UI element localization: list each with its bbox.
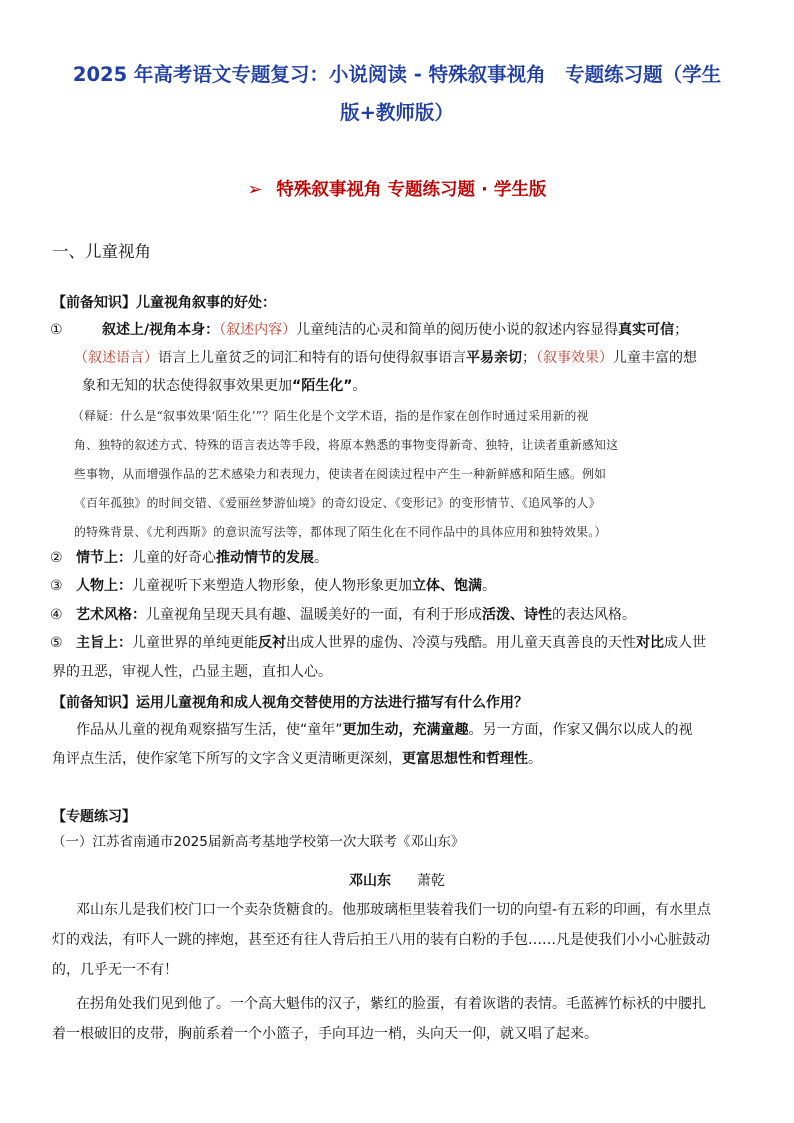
knowledge-bracket: 【前备知识】 (52, 295, 136, 311)
point-number: ② (50, 550, 63, 566)
point-text: 语言上儿童贫乏的词汇和特有的语句使得叙事语言 (158, 350, 466, 366)
practice-heading: 【专题练习】 (52, 809, 136, 825)
tag-content: （叙述内容） (219, 322, 297, 338)
point-text: 儿童世界的单纯更能 (132, 635, 258, 651)
point-text: 出成人世界的虚伪、冷漠与残酷。用儿童天真善良的天性 (286, 635, 636, 651)
point-emphasis: 推动情节的发展 (216, 550, 314, 566)
point-line (76, 601, 636, 629)
point-text: 。 (314, 550, 328, 566)
point-emphasis: 立体、饱满 (412, 578, 482, 594)
point-text: 的表达风格。 (552, 607, 636, 623)
title-line-1: 2025 年高考语文专题复习：小说阅读 - 特殊叙事视角 专题练习题（学生 (72, 63, 722, 86)
knowledge-title: 儿童视角叙事的好处： (136, 295, 276, 311)
tag-effect: （叙事效果） (536, 350, 613, 366)
point-text: ； (674, 322, 689, 338)
note-line: （释疑：什么是“叙事效果‘陌生化’”？陌生化是个文学术语，指的是作家在创作时通过采用新的视 (72, 409, 589, 423)
point-line (76, 629, 766, 657)
tag-language: （叙述语言） (74, 350, 158, 366)
point-line (82, 372, 762, 400)
point-text: 儿童丰富的想 (613, 350, 697, 366)
subtitle-text: 特殊叙事视角 专题练习题 · 学生版 (276, 180, 547, 200)
point-emphasis: 对比 (636, 635, 664, 651)
point-emphasis: 真实可信 (618, 322, 675, 338)
point-emphasis: 平易亲切 (466, 350, 522, 366)
point-line (76, 572, 496, 600)
point-text: 儿童的好奇心 (132, 550, 216, 566)
point-text: 。 (482, 578, 496, 594)
point-number: ③ (50, 578, 63, 594)
point-number: ⑤ (50, 635, 63, 651)
answer-emphasis: 更富思想性和哲理性 (402, 751, 528, 767)
title-line-2: 版+教师版） (340, 101, 454, 124)
story-line: 邓山东儿是我们校门口一个卖杂货糖食的。他那玻璃柜里装着我们一切的向望-有五彩的印画，有水里点 (76, 902, 712, 918)
point-label: 主旨上： (76, 635, 132, 651)
practice-source: （一）江苏省南通市2025届新高考基地学校第一次大联考《邓山东》 (52, 834, 465, 850)
point-text: 成人世 (664, 635, 706, 651)
answer-text: 角评点生活，使作家笔下所写的文字含义更清晰更深刻， (52, 751, 402, 767)
point-text: ； (522, 350, 536, 366)
point-emphasis: 反衬 (258, 635, 286, 651)
section-heading: 一、儿童视角 (52, 242, 151, 261)
section-subtitle (40, 176, 754, 201)
answer-text: 作品从儿童的视角观察描写生活，使“童年” (76, 722, 343, 738)
point-emphasis: 活泼、诗性 (482, 607, 552, 623)
arrow-bullet-icon: ➢ (247, 180, 263, 200)
point-number: ④ (50, 607, 63, 623)
note-line: 《百年孤独》的时间交错、《爱丽丝梦游仙境》的奇幻设定、《变形记》的变形情节、《追风筝的人》 (74, 496, 601, 510)
knowledge-title: 运用儿童视角和成人视角交替使用的方法进行描写有什么作用？ (136, 695, 528, 711)
point-text: 。 (352, 378, 367, 394)
story-line: 着一根破旧的皮带，胸前系着一个小篮子，手向耳边一梢，头向天一仰，就又唱了起来。 (52, 1026, 598, 1042)
point-text: 象和无知的状态使得叙事效果更加 (82, 378, 292, 394)
point-text: 儿童视角呈现天具有趣、温暖美好的一面，有利于形成 (146, 607, 482, 623)
story-line: 在拐角处我们见到他了。一个高大魁伟的汉子，紫红的脸蛋，有着诙谐的表情。毛蓝裤竹标袄的中腰扎 (76, 996, 706, 1012)
knowledge-heading-2 (52, 692, 528, 712)
story-line: 灯的戏法，有吓人一跳的摔炮，甚至还有往人背后拍王八用的装有白粉的手包……凡是使我们小小心脏鼓动 (52, 932, 710, 948)
point-label: 艺术风格： (76, 607, 146, 623)
point-line (102, 316, 762, 344)
point-label: 人物上： (76, 578, 132, 594)
point-line (76, 544, 328, 572)
point-line: 界的丑恶，审视人性，凸显主题，直扣人心。 (52, 664, 332, 680)
story-author: 萧乾 (417, 873, 445, 889)
answer-emphasis: 更加生动，充满童趣 (342, 722, 469, 738)
explanation-note (74, 402, 754, 547)
knowledge-bracket: 【前备知识】 (52, 695, 136, 711)
knowledge-heading-1 (52, 292, 276, 312)
point-label: 叙述上/视角本身： (102, 322, 220, 338)
note-line: 些事物，从而增强作品的艺术感染力和表现力，使读者在阅读过程中产生一种新鲜感和陌生感。例如 (74, 467, 607, 481)
point-emphasis: “陌生化” (292, 378, 353, 394)
point-number: ① (50, 322, 63, 338)
note-line: 的特殊背景、《尤利西斯》的意识流写法等，都体现了陌生化在不同作品中的具体应用和独特效果。） (74, 525, 607, 539)
note-line: 角、独特的叙述方式、特殊的语言表达等手段，将原本熟悉的事物变得新奇、独特，让读者重新感知这 (74, 438, 619, 452)
point-line (74, 344, 764, 372)
story-title-text: 邓山东 (349, 873, 391, 889)
story-line: 的，几乎无一不有！ (52, 962, 178, 978)
point-text: 儿童视听下来塑造人物形象，使人物形象更加 (132, 578, 412, 594)
answer-line-2 (52, 745, 762, 773)
answer-text: 。另一方面，作家又偶尔以成人的视 (468, 722, 693, 738)
point-label: 情节上： (76, 550, 132, 566)
story-title (0, 870, 794, 890)
answer-line-1 (76, 716, 766, 744)
document-title (40, 56, 754, 132)
point-text: 儿童纯洁的心灵和简单的阅历使小说的叙述内容显得 (296, 322, 619, 338)
answer-text: 。 (528, 751, 542, 767)
